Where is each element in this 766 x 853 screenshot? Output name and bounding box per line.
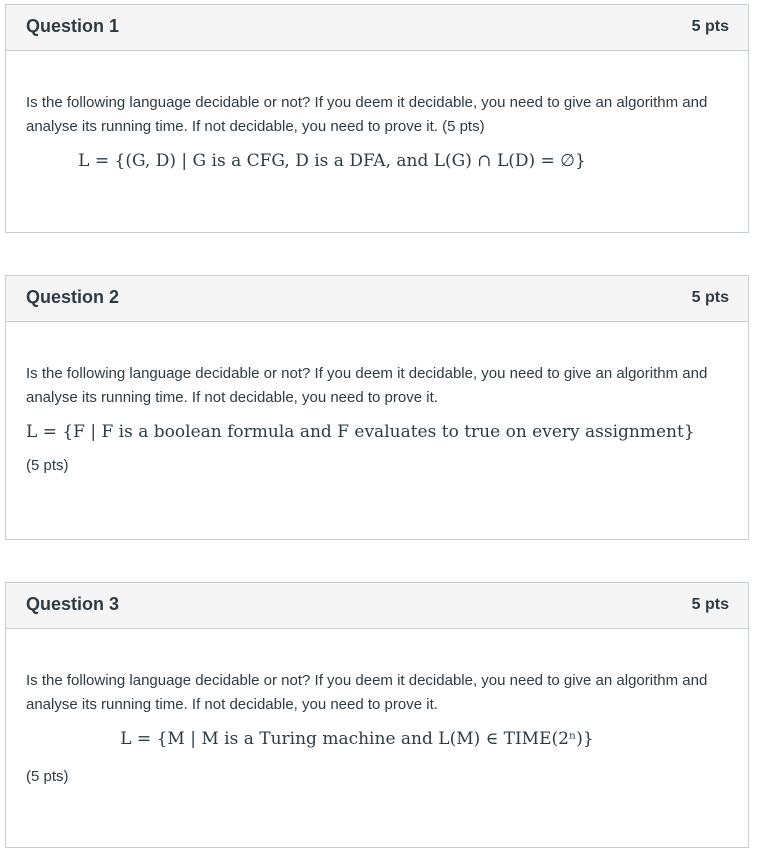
question-card-3 [5,582,749,848]
question-points-note: (5 pts) [26,768,69,785]
question-points: 5 pts [691,596,729,613]
question-body [6,629,748,789]
question-formula: L = {F | F is a boolean formula and F evaluates to true on every assignment} [26,422,695,442]
question-body [6,51,748,173]
question-formula: L = {(G, D) | G is a CFG, D is a DFA, and L(G) ∩ L(D) = ∅} [78,151,586,171]
question-title: Question 3 [26,594,120,614]
question-formula: L = {M | M is a Turing machine and L(M) ∈ TIME(2ⁿ)} [120,729,594,749]
question-body [6,322,748,478]
question-points-note: (5 pts) [26,457,69,474]
question-points: 5 pts [691,18,729,35]
question-header [6,5,748,51]
question-card-2 [5,275,749,540]
question-text: Is the following language decidable or not? If you deem it decidable, you need to give an algorithm and analyse its running time. If not decidable, you need to prove it. [26,365,708,406]
question-title: Question 1 [26,16,120,36]
question-points: 5 pts [691,289,729,306]
question-card-1 [5,4,749,233]
question-text: Is the following language decidable or not? If you deem it decidable, you need to give an algorithm and analyse its running time. If not decidable, you need to prove it. (5 pts) [26,94,708,135]
question-header [6,276,748,322]
question-title: Question 2 [26,287,120,307]
question-text: Is the following language decidable or not? If you deem it decidable, you need to give an algorithm and analyse its running time. If not decidable, you need to prove it. [26,672,708,713]
question-header [6,583,748,629]
